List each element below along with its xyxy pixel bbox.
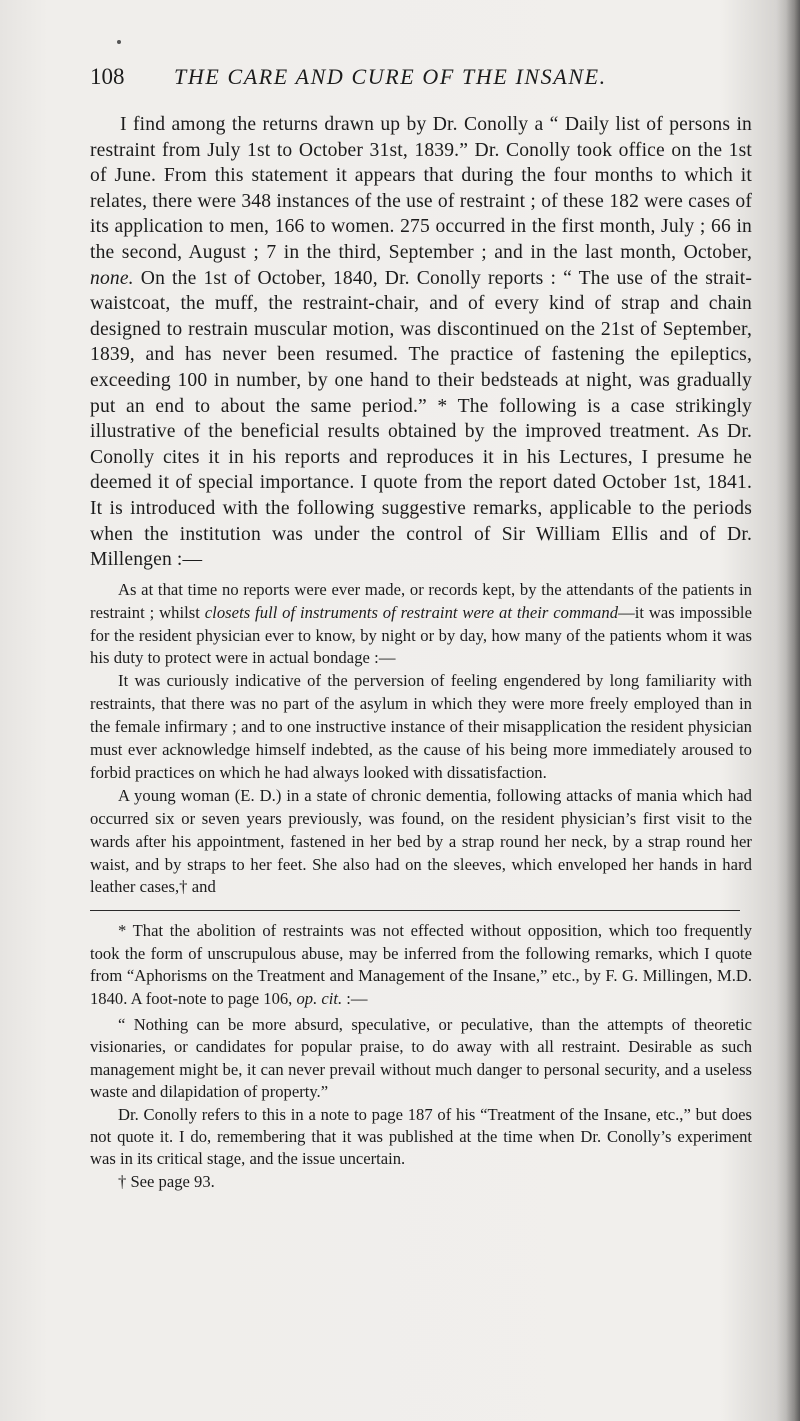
footnote-quote: “ Nothing can be more absurd, speculative, or peculative, than the attempts of theoretic visionaries, or candidates for popular praise, to do away with all restraint. Desirable as such management might be, it can never prevail without much danger to personal security, and a useless waste and dilapidation of property.” (90, 1015, 752, 1102)
running-title: THE CARE AND CURE OF THE INSANE. (174, 64, 607, 89)
quoted-report (90, 579, 752, 900)
italic-none: none. (90, 267, 134, 289)
main-paragraph (90, 112, 752, 573)
footnote-1-end: :— (342, 988, 368, 1008)
quote-paragraph-3: A young woman (E. D.) in a state of chronic dementia, following attacks of mania which had occurred six or seven years previously, was found, on the resident physician’s first visit to the wards after his appointment, fastened in her bed by a strap round her neck, by a strap round her waist, and by straps to her feet. She also had on the sleeves, which enveloped her hands in hard leather cases,† and (90, 785, 752, 897)
main-paragraph-text: I find among the returns drawn up by Dr. Conolly a “ Daily list of persons in restraint from July 1st to October 31st, 1839.” Dr. Conolly took office on the 1st of June. From this statement it appears that during the four months to which it relates, there were 348 instances of the use of restraint ; of these 182 were cases of its application to men, 166 to women. 275 occurred in the first month, July ; 66 in the second, August ; 7 in the third, September ; and in the last month, October, (90, 114, 752, 263)
quote-1-italic: closets full of instruments of restraint were at their command (204, 602, 619, 622)
footnote-1-italic: op. cit. (296, 988, 343, 1008)
print-speck (117, 40, 121, 44)
quote-paragraph-2: It was curiously indicative of the perversion of feeling engendered by long familiarity with restraints, that there was no part of the asylum in which they were more freely employed than in the female infirmary ; and to one instructive instance of their misapplication the resident physician must ever acknowledge himself indebted, as the cause of his being more immediately aroused to forbid practices on which he had always looked with dissatisfaction. (90, 671, 752, 782)
footnote-conolly-note: Dr. Conolly refers to this in a note to page 187 of his “Treatment of the Insane, etc.,” but does not quote it. I do, remembering that it was published at the time when Dr. Conolly’s experiment was in its critical stage, and the issue uncertain. (90, 1104, 752, 1169)
footnote-divider (90, 910, 740, 911)
footnote-dagger: † See page 93. (118, 1171, 215, 1191)
page-body (90, 112, 752, 1193)
page-number: 108 (90, 64, 125, 89)
footnote-1 (90, 920, 752, 1010)
footnote-1-text: * That the abolition of restraints was not effected without opposition, which too frequently took the form of unscrupulous abuse, may be inferred from the following remarks, which I quote from “Aphorisms on the Treatment and Management of the Insane,” etc., by F. G. Millingen, M.D. 1840. A foot-note to page 106, (90, 921, 752, 1008)
main-paragraph-tail: On the 1st of October, 1840, Dr. Conolly reports : “ The use of the strait-waistcoat, the muff, the restraint-chair, and of every kind of strap and chain designed to restrain muscular motion, was discontinued on the 21st of September, 1839, and has never been resumed. The practice of fastening the epileptics, exceeding 100 in number, by one hand to their bedsteads at night, was gradually put an end to about the same period.” * The following is a case strikingly illustrative of the beneficial results obtained by the improved treatment. As Dr. Conolly cites it in his reports and reproduces it in his Lectures, I presume he deemed it of special importance. I quote from the report dated October 1st, 1841. It is introduced with the following suggestive remarks, applicable to the periods when the institution was under the control of Sir William Ellis and of Dr. Millengen :— (90, 267, 752, 571)
page-edge-shadow (786, 0, 800, 1421)
quote-1-end: —it was impossible for the resident physician ever to know, by night or by day, how many of the patients whom it was his duty to protect were in actual bondage :— (90, 602, 753, 668)
quote-paragraph-1 (90, 579, 752, 671)
quote-1-start: As at that time no reports were ever made, or records kept, by the attendants of the patients in restraint ; whilst (90, 579, 752, 622)
footnotes (90, 920, 752, 1193)
page-header (90, 64, 690, 94)
